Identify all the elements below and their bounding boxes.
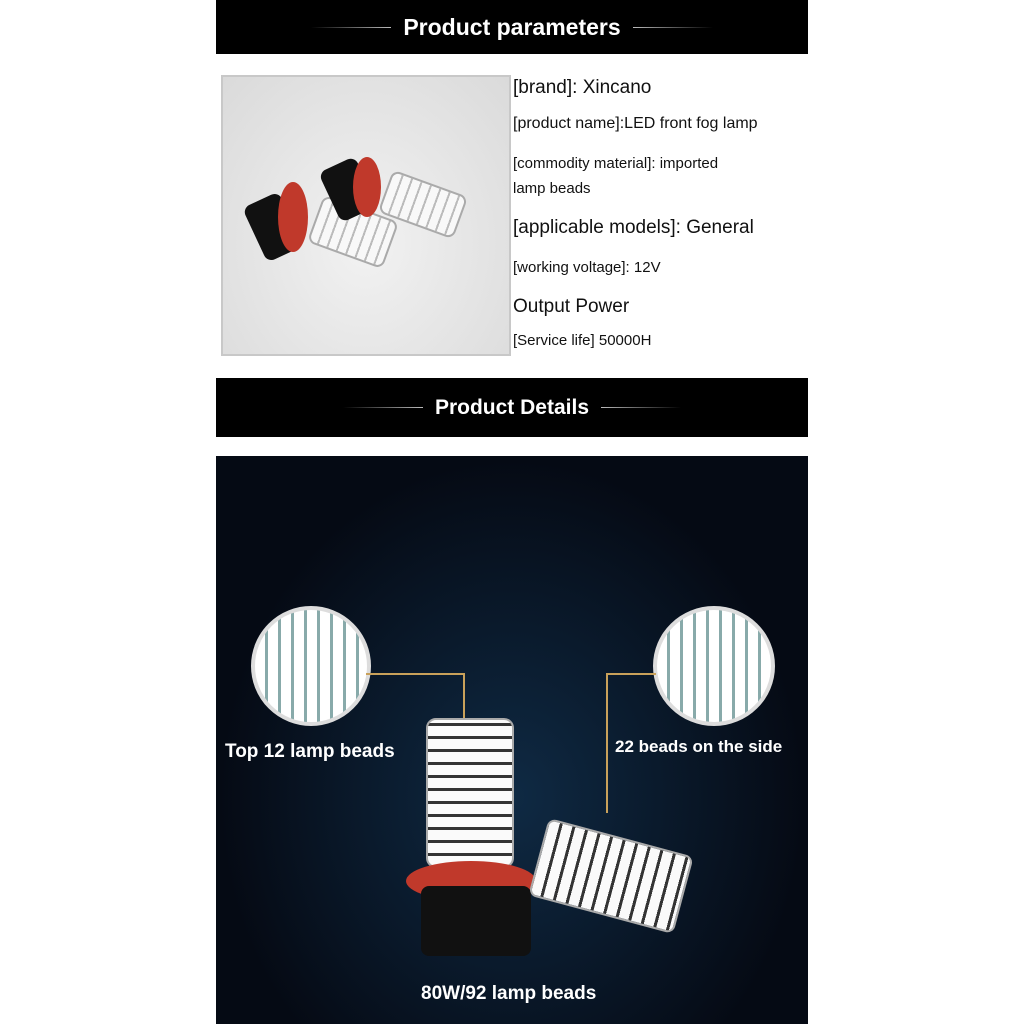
top-beads-caption: Top 12 lamp beads [225, 741, 395, 762]
product-parameters-banner [216, 0, 808, 54]
spec-service-life: [Service life] 50000H [513, 332, 652, 349]
spec-material-cont: lamp beads [513, 180, 591, 197]
product-details-banner [216, 378, 808, 437]
bulb-ring [353, 157, 381, 217]
banner-title: Product Details [434, 395, 590, 419]
banner-title: Product parameters [403, 13, 621, 40]
divider [633, 27, 713, 28]
spec-material: [commodity material]: imported [513, 155, 719, 172]
side-beads-closeup [653, 606, 775, 726]
spec-brand: [brand]: Xincano [513, 77, 652, 98]
spec-product-name: [product name]:LED front fog lamp [513, 115, 758, 132]
led-bulb-horizontal [528, 818, 694, 934]
spec-voltage: [working voltage]: 12V [513, 259, 661, 276]
top-beads-closeup [251, 606, 371, 726]
spec-models: [applicable models]: General [513, 217, 754, 238]
bulb-base [421, 886, 531, 956]
divider [311, 27, 391, 28]
connector-line [366, 673, 463, 675]
connector-line [463, 673, 465, 718]
divider [601, 407, 681, 408]
product-photo [221, 75, 511, 356]
divider [343, 407, 423, 408]
connector-line [606, 673, 608, 813]
led-bulb-vertical [426, 718, 514, 868]
product-detail-photo [216, 456, 808, 1024]
bulb-ring [278, 182, 308, 252]
spec-output-power: Output Power [513, 296, 630, 317]
total-beads-caption: 80W/92 lamp beads [421, 983, 597, 1004]
side-beads-caption: 22 beads on the side [615, 737, 783, 756]
connector-line [606, 673, 656, 675]
